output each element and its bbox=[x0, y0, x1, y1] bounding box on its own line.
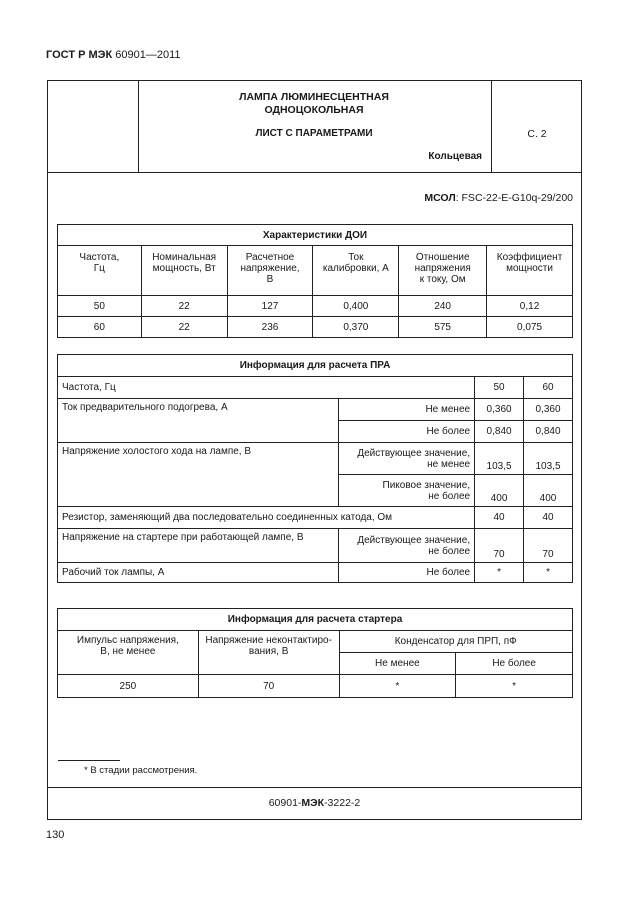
msol-value: : FSC-22-E-G10q-29/200 bbox=[455, 192, 573, 204]
preheat-max-60: 0,840 bbox=[524, 421, 573, 443]
table1-header-row bbox=[58, 246, 573, 296]
resistor-label: Резистор, заменяющий два последовательно соединенных катода, Ом bbox=[58, 507, 475, 529]
standard-prefix: ГОСТ Р МЭК bbox=[46, 49, 113, 61]
table-cell: 22 bbox=[141, 296, 227, 317]
frequency-label: Частота, Гц bbox=[58, 377, 475, 399]
table-cell: 0,400 bbox=[313, 296, 399, 317]
ocv-peak-50: 400 bbox=[475, 475, 524, 507]
table-row bbox=[58, 631, 573, 653]
preheat-max-50: 0,840 bbox=[475, 421, 524, 443]
table-cell: 22 bbox=[141, 317, 227, 338]
table-cell: 575 bbox=[399, 317, 487, 338]
footer-rule bbox=[47, 787, 582, 788]
starter-design-table bbox=[57, 608, 573, 698]
capacitor-header: Конденсатор для ПРП, пФ bbox=[339, 631, 572, 653]
sheet-title-line1: ЛАМПА ЛЮМИНЕСЦЕНТНАЯ bbox=[239, 91, 389, 103]
capacitor-min-header: Не менее bbox=[339, 653, 456, 675]
open-circuit-voltage-label: Напряжение холостого хода на лампе, В bbox=[58, 443, 339, 507]
non-contact-voltage-value: 70 bbox=[198, 675, 339, 698]
page-number: 130 bbox=[46, 829, 65, 841]
table-row bbox=[58, 377, 573, 399]
table-cell: 127 bbox=[227, 296, 313, 317]
preheat-min-label: Не менее bbox=[339, 399, 475, 421]
starter-voltage-60: 70 bbox=[524, 529, 573, 563]
ballast-design-table bbox=[57, 354, 573, 583]
ballast-characteristics-table bbox=[57, 224, 573, 338]
table1-header-frequency: Частота, Гц bbox=[58, 246, 142, 296]
title-bottom-rule bbox=[47, 172, 582, 173]
msol-designation bbox=[424, 192, 573, 204]
preheat-current-label: Ток предварительного подогрева, А bbox=[58, 399, 339, 443]
table-row bbox=[58, 317, 573, 338]
table2-caption: Информация для расчета ПРА bbox=[58, 355, 573, 377]
table-row bbox=[58, 399, 573, 421]
sheet-code: 60901-МЭК-3222-2 bbox=[268, 797, 361, 809]
table-row bbox=[58, 675, 573, 698]
table-row bbox=[58, 563, 573, 583]
preheat-min-50: 0,360 bbox=[475, 399, 524, 421]
preheat-min-60: 0,360 bbox=[524, 399, 573, 421]
table1-header-power-factor: Коэффициент мощности bbox=[487, 246, 573, 296]
table-cell: 50 bbox=[58, 296, 142, 317]
sheet-subtitle: ЛИСТ С ПАРАМЕТРАМИ bbox=[255, 128, 373, 139]
standard-designation bbox=[46, 49, 181, 61]
operating-current-60: * bbox=[524, 563, 573, 583]
starter-voltage-50: 70 bbox=[475, 529, 524, 563]
ocv-rms-label: Действующее значение, не менее bbox=[339, 443, 475, 475]
pulse-voltage-value: 250 bbox=[58, 675, 199, 698]
table-cell: 0,12 bbox=[487, 296, 573, 317]
lamp-kind: Кольцевая bbox=[428, 151, 482, 162]
operating-current-50: * bbox=[475, 563, 524, 583]
footnote-rule bbox=[58, 760, 120, 761]
table1-header-ratio: Отношение напряжения к току, Ом bbox=[399, 246, 487, 296]
table1-header-current: Ток калибровки, А bbox=[313, 246, 399, 296]
ocv-peak-60: 400 bbox=[524, 475, 573, 507]
preheat-max-label: Не более bbox=[339, 421, 475, 443]
footnote: * В стадии рассмотрения. bbox=[84, 765, 198, 776]
table-row bbox=[58, 507, 573, 529]
capacitor-max-header: Не более bbox=[456, 653, 573, 675]
table1-caption: Характеристики ДОИ bbox=[58, 225, 573, 246]
table-cell: 0,075 bbox=[487, 317, 573, 338]
table-cell: 236 bbox=[227, 317, 313, 338]
standard-number: 60901—2011 bbox=[115, 49, 181, 61]
table1-header-power: Номинальная мощность, Вт bbox=[141, 246, 227, 296]
resistor-50: 40 bbox=[475, 507, 524, 529]
resistor-60: 40 bbox=[524, 507, 573, 529]
starter-voltage-label: Напряжение на стартере при работающей лампе, В bbox=[58, 529, 339, 563]
sheet-title-line2: ОДНОЦОКОЛЬНАЯ bbox=[264, 104, 364, 116]
table-cell: 60 bbox=[58, 317, 142, 338]
title-divider-right bbox=[491, 80, 492, 172]
non-contact-voltage-header: Напряжение неконтактиро- вания, В bbox=[198, 631, 339, 675]
ocv-peak-label: Пиковое значение, не более bbox=[339, 475, 475, 507]
capacitor-max-value: * bbox=[456, 675, 573, 698]
pulse-voltage-header: Импульс напряжения, В, не менее bbox=[58, 631, 199, 675]
table-row bbox=[58, 296, 573, 317]
table3-caption: Информация для расчета стартера bbox=[58, 609, 573, 631]
operating-current-label: Рабочий ток лампы, А bbox=[58, 563, 339, 583]
capacitor-min-value: * bbox=[339, 675, 456, 698]
sheet-page-ref: С. 2 bbox=[527, 128, 547, 140]
ocv-rms-60: 103,5 bbox=[524, 443, 573, 475]
table-cell: 240 bbox=[399, 296, 487, 317]
msol-label: МСОЛ bbox=[424, 192, 456, 204]
ocv-rms-50: 103,5 bbox=[475, 443, 524, 475]
starter-rms-label: Действующее значение, не более bbox=[339, 529, 475, 563]
freq-60: 60 bbox=[524, 377, 573, 399]
operating-current-max-label: Не более bbox=[339, 563, 475, 583]
table1-header-voltage: Расчетное напряжение, В bbox=[227, 246, 313, 296]
table-cell: 0,370 bbox=[313, 317, 399, 338]
freq-50: 50 bbox=[475, 377, 524, 399]
table-row bbox=[58, 529, 573, 563]
table-row bbox=[58, 443, 573, 475]
